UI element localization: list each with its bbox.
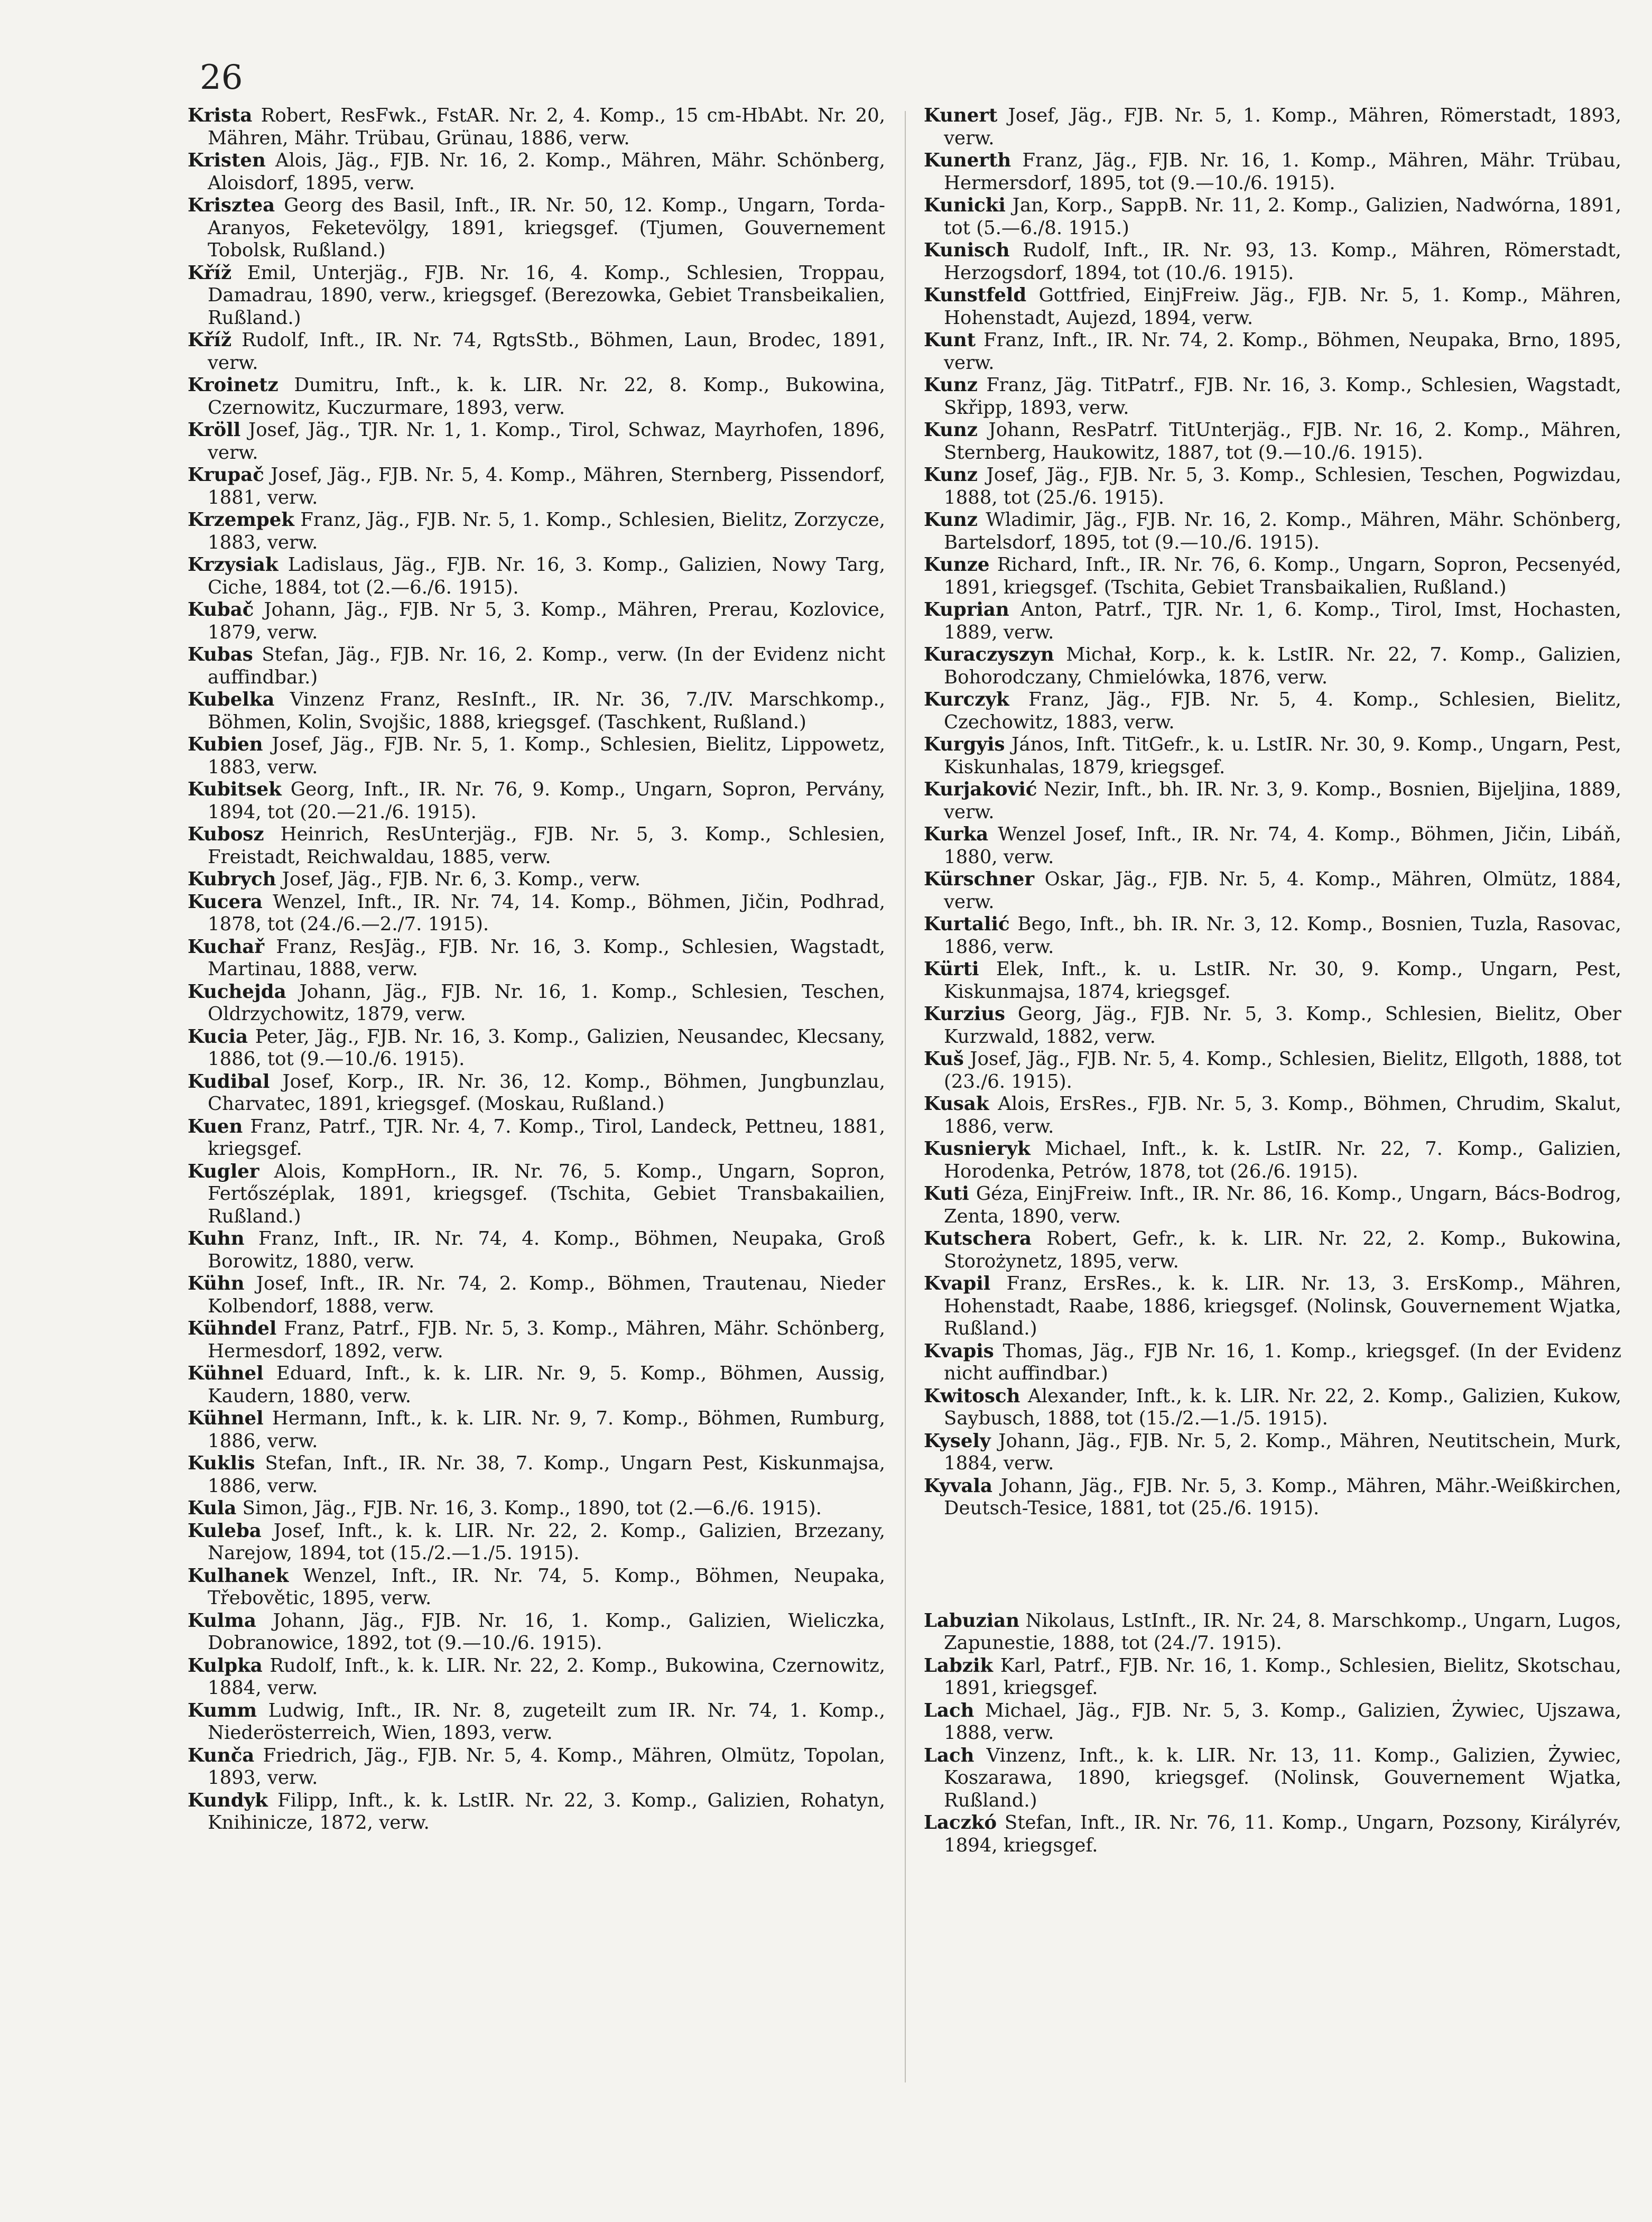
register-entry [188,195,885,262]
entry-details: Josef, Korp., IR. Nr. 36, 12. Komp., Böhmen, Jungbunzlau, Charvatec, 1891, kriegsgef. (Moskau, Rußland.) [208,1070,885,1115]
entry-surname: Kubelka [188,689,275,710]
entry-surname: Kunerth [924,150,1011,171]
entry-surname: Krupač [188,464,264,486]
entry-surname: Kunča [188,1744,255,1766]
entry-details: Johann, Jäg., FJB. Nr. 16, 1. Komp., Galizien, Wieliczka, Dobranowice, 1892, tot (9.—10./6. 1915). [208,1609,885,1654]
entry-surname: Kundyk [188,1789,268,1811]
entry-surname: Kubas [188,644,253,665]
entry-details: Karl, Patrf., FJB. Nr. 16, 1. Komp., Schlesien, Bielitz, Skotschau, 1891, kriegsgef. [944,1654,1621,1699]
entry-surname: Kysely [924,1430,991,1452]
register-entry [924,195,1621,239]
register-entry [924,823,1621,868]
right-column [924,105,1621,1857]
entry-surname: Kühnel [188,1363,264,1384]
entry-details: Alois, Jäg., FJB. Nr. 16, 2. Komp., Mähren, Mähr. Schönberg, Aloisdorf, 1895, verw. [208,150,885,194]
entry-details: Thomas, Jäg., FJB Nr. 16, 1. Komp., kriegsgef. (In der Evidenz nicht auffindbar.) [944,1340,1621,1384]
entry-details: Wenzel Josef, Inft., IR. Nr. 74, 4. Komp., Böhmen, Jičin, Libáň, 1880, verw. [944,823,1621,868]
entry-details: Bego, Inft., bh. IR. Nr. 3, 12. Komp., Bosnien, Tuzla, Rasovac, 1886, verw. [944,913,1621,958]
entry-details: Johann, Jäg., FJB. Nr 5, 3. Komp., Mähren, Prerau, Kozlovice, 1879, verw. [208,599,885,643]
entry-details: Josef, Inft., k. k. LIR. Nr. 22, 2. Komp., Galizien, Brzezany, Narejow, 1894, tot (15./2.—1./5. 1915). [208,1520,885,1564]
entry-surname: Kunz [924,509,978,531]
entry-details: Peter, Jäg., FJB. Nr. 16, 3. Komp., Galizien, Neusandec, Klecsany, 1886, tot (9.—10./6. 1915). [208,1025,885,1070]
section-gap [924,1520,1621,1610]
entry-surname: Krisztea [188,195,275,216]
register-entry [924,419,1621,464]
register-entry [188,150,885,195]
register-entry [924,599,1621,644]
register-entry [188,734,885,779]
register-entry [188,1161,885,1228]
entry-surname: Kwitosch [924,1385,1020,1407]
entry-surname: Kunicki [924,195,1006,216]
entry-surname: Labzik [924,1654,994,1677]
register-entry [924,1273,1621,1340]
entry-surname: Kubien [188,734,263,755]
entry-details: Franz, ErsRes., k. k. LIR. Nr. 13, 3. ErsKomp., Mähren, Hohenstadt, Raabe, 1886, kriegsgef. (Nolinsk, Gouvernement Wjatka, Rußland.) [944,1273,1621,1339]
entry-details: Rudolf, Inft., k. k. LIR. Nr. 22, 2. Komp., Bukowina, Czernowitz, 1884, verw. [208,1654,885,1699]
entry-details: Stefan, Jäg., FJB. Nr. 16, 2. Komp., verw. (In der Evidenz nicht auffindbar.) [208,644,885,688]
register-entry [924,1812,1621,1857]
entry-details: Hermann, Inft., k. k. LIR. Nr. 9, 7. Komp., Böhmen, Rumburg, 1886, verw. [208,1408,885,1452]
register-entry [188,1610,885,1655]
entry-surname: Kuraczyszyn [924,644,1054,665]
entry-details: Filipp, Inft., k. k. LstIR. Nr. 22, 3. Komp., Galizien, Rohatyn, Knihinicze, 1872, verw. [208,1789,885,1834]
entry-details: Alois, ErsRes., FJB. Nr. 5, 3. Komp., Böhmen, Chrudim, Skalut, 1886, verw. [944,1093,1621,1137]
entry-details: Johann, Jäg., FJB. Nr. 5, 2. Komp., Mähren, Neutitschein, Murk, 1884, verw. [944,1430,1621,1474]
entry-details: Josef, Jäg., FJB. Nr. 5, 1. Komp., Mähren, Römerstadt, 1893, verw. [944,105,1621,149]
entry-details: Wladimir, Jäg., FJB. Nr. 16, 2. Komp., Mähren, Mähr. Schönberg, Bartelsdorf, 1895, tot (9.—10./6. 1915). [944,509,1621,553]
entry-surname: Kuti [924,1183,969,1205]
right-column-k-entries [924,105,1621,1520]
register-entry [188,1745,885,1790]
entry-details: Robert, Gefr., k. k. LIR. Nr. 22, 2. Komp., Bukowina, Storożynetz, 1895, verw. [944,1228,1621,1272]
entry-details: Josef, Inft., IR. Nr. 74, 2. Komp., Böhmen, Trautenau, Nieder Kolbendorf, 1888, verw. [208,1273,885,1317]
register-entry [188,1700,885,1745]
entry-details: Georg, Jäg., FJB. Nr. 5, 3. Komp., Schlesien, Bielitz, Ober Kurzwald, 1882, verw. [944,1003,1621,1048]
entry-details: Vinzenz Franz, ResInft., IR. Nr. 36, 7./IV. Marschkomp., Böhmen, Kolin, Svojšic, 1888, kriegsgef. (Taschkent, Rußland.) [208,689,885,733]
register-entry [924,1183,1621,1228]
entry-surname: Kuleba [188,1520,262,1542]
register-entry [188,1363,885,1408]
register-entry [188,1116,885,1161]
register-entry [188,981,885,1026]
register-entry [188,1318,885,1363]
entry-details: Nikolaus, LstInft., IR. Nr. 24, 8. Marschkomp., Ungarn, Lugos, Zapunestie, 1888, tot (24./7. 1915). [944,1609,1621,1654]
entry-details: Josef, Jäg., FJB. Nr. 5, 1. Komp., Schlesien, Bielitz, Lippowetz, 1883, verw. [208,734,885,778]
register-entry [924,1385,1621,1430]
entry-details: Simon, Jäg., FJB. Nr. 16, 3. Komp., 1890, tot (2.—6./6. 1915). [236,1497,822,1519]
entry-surname: Kurtalić [924,913,1010,935]
entry-surname: Kuš [924,1048,964,1070]
entry-surname: Kumm [188,1699,257,1721]
register-entry [188,262,885,330]
entry-details: Franz, Jäg., FJB. Nr. 5, 1. Komp., Schlesien, Bielitz, Zorzycze, 1883, verw. [208,509,885,553]
register-entry [924,1655,1621,1700]
entry-surname: Kuen [188,1115,243,1137]
register-entry [188,374,885,419]
register-entry [924,689,1621,734]
register-entry [188,1228,885,1273]
entry-surname: Kühndel [188,1318,277,1339]
register-entry [924,239,1621,284]
entry-surname: Kurgyis [924,734,1005,755]
entry-surname: Kubač [188,599,254,621]
entry-details: Heinrich, ResUnterjäg., FJB. Nr. 5, 3. Komp., Schlesien, Freistadt, Reichwaldau, 1885, verw. [208,823,885,868]
entry-surname: Kuklis [188,1452,255,1474]
entry-details: Eduard, Inft., k. k. LIR. Nr. 9, 5. Komp., Böhmen, Aussig, Kaudern, 1880, verw. [208,1363,885,1407]
entry-surname: Kroinetz [188,374,279,396]
entry-surname: Kugler [188,1160,259,1182]
register-entry [924,734,1621,779]
entry-surname: Kulpka [188,1654,263,1677]
column-divider [905,111,906,2082]
register-entry [924,329,1621,374]
register-entry [188,419,885,464]
register-entry [924,464,1621,509]
register-entry [188,868,885,891]
register-entry [924,1610,1621,1655]
entry-surname: Kuchejda [188,980,286,1003]
entry-surname: Kříž [188,262,232,284]
entry-details: Wenzel, Inft., IR. Nr. 74, 14. Komp., Böhmen, Jičin, Podhrad, 1878, tot (24./6.—2./7. 1915). [208,891,885,935]
entry-surname: Kubitsek [188,779,282,800]
entry-surname: Kulma [188,1609,256,1632]
register-entry [924,1700,1621,1745]
entry-details: Georg, Inft., IR. Nr. 76, 9. Komp., Ungarn, Sopron, Pervány, 1894, tot (20.—21./6. 1915). [208,779,885,823]
entry-details: Johann, Jäg., FJB. Nr. 5, 3. Komp., Mähren, Mähr.-Weißkirchen, Deutsch-Tesice, 1881, tot (25./6. 1915). [944,1475,1621,1519]
entry-surname: Kulhanek [188,1564,289,1587]
entry-surname: Kula [188,1497,237,1519]
register-entry [924,779,1621,823]
register-entry [188,1655,885,1700]
entry-details: Franz, ResJäg., FJB. Nr. 16, 3. Komp., Schlesien, Wagstadt, Martinau, 1888, verw. [208,936,885,980]
entry-surname: Kühnel [188,1408,264,1429]
entry-surname: Kunstfeld [924,284,1027,306]
entry-details: János, Inft. TitGefr., k. u. LstIR. Nr. 30, 9. Komp., Ungarn, Pest, Kiskunhalas, 1879, kriegsgef. [944,734,1621,778]
entry-details: Emil, Unterjäg., FJB. Nr. 16, 4. Komp., Schlesien, Troppau, Damadrau, 1890, verw., kriegsgef. (Berezowka, Gebiet Transbeikalien, Rußland.) [208,262,885,329]
register-entry [188,464,885,509]
entry-surname: Kristen [188,150,266,171]
register-entry [188,554,885,599]
register-entry [924,1430,1621,1475]
entry-details: Michał, Korp., k. k. LstIR. Nr. 22, 7. Komp., Galizien, Bohorodczany, Chmielówka, 1876, verw. [944,644,1621,688]
register-entry [188,1026,885,1071]
entry-surname: Kříž [188,329,232,351]
entry-details: Oskar, Jäg., FJB. Nr. 5, 4. Komp., Mähren, Olmütz, 1884, verw. [944,868,1621,913]
entry-surname: Kuhn [188,1228,245,1249]
entry-details: Richard, Inft., IR. Nr. 76, 6. Komp., Ungarn, Sopron, Pecsenyéd, 1891, kriegsgef. (Tschita, Gebiet Transbaikalien, Rußland.) [944,554,1621,598]
entry-surname: Kunz [924,374,978,396]
entry-surname: Kucia [188,1025,248,1048]
register-entry [188,1408,885,1452]
entry-surname: Kurka [924,823,989,845]
entry-surname: Kunert [924,105,998,126]
register-entry [924,1745,1621,1812]
entry-surname: Kurjaković [924,779,1037,800]
entry-details: Franz, Inft., IR. Nr. 74, 4. Komp., Böhmen, Neupaka, Groß Borowitz, 1880, verw. [208,1228,885,1272]
register-entry [188,689,885,734]
register-entry [188,1452,885,1497]
page-number: 26 [200,58,243,97]
entry-surname: Kürti [924,958,979,980]
entry-surname: Kurzius [924,1003,1006,1025]
register-entry [188,1497,885,1520]
entry-surname: Kürschner [924,868,1035,890]
entry-details: Josef, Jäg., FJB. Nr. 5, 4. Komp., Mähren, Sternberg, Pissendorf, 1881, verw. [208,464,885,508]
entry-details: Franz, Jäg., FJB. Nr. 5, 4. Komp., Schlesien, Bielitz, Czechowitz, 1883, verw. [944,689,1621,733]
entry-details: Franz, Jäg., FJB. Nr. 16, 1. Komp., Mähren, Mähr. Trübau, Hermersdorf, 1895, tot (9.—10./6. 1915). [944,150,1621,194]
entry-surname: Krista [188,105,253,126]
register-entry [924,644,1621,689]
entry-surname: Kubosz [188,823,264,845]
register-entry [188,1071,885,1116]
entry-details: Ladislaus, Jäg., FJB. Nr. 16, 3. Komp., Galizien, Nowy Targ, Ciche, 1884, tot (2.—6./6. 1915). [208,554,885,598]
entry-details: Nezir, Inft., bh. IR. Nr. 3, 9. Komp., Bosnien, Bijeljina, 1889, verw. [944,779,1621,823]
entry-details: Franz, Patrf., TJR. Nr. 4, 7. Komp., Tirol, Landeck, Pettneu, 1881, kriegsgef. [208,1115,885,1160]
register-entry [188,329,885,374]
entry-surname: Kubrych [188,868,276,890]
register-entry [924,958,1621,1003]
register-entry [924,374,1621,419]
register-entry [188,891,885,936]
entry-surname: Krzempek [188,509,294,531]
entry-details: Josef, Jäg., FJB. Nr. 5, 3. Komp., Schlesien, Teschen, Pogwizdau, 1888, tot (25./6. 1915). [944,464,1621,508]
register-entry [924,1138,1621,1183]
entry-details: Michael, Inft., k. k. LstIR. Nr. 22, 7. Komp., Galizien, Horodenka, Petrów, 1878, tot (26./6. 1915). [944,1138,1621,1182]
entry-surname: Kyvala [924,1475,993,1497]
register-entry [188,599,885,644]
entry-surname: Kühn [188,1273,245,1294]
register-entry [188,1273,885,1318]
entry-surname: Kusak [924,1093,989,1115]
entry-details: Ludwig, Inft., IR. Nr. 8, zugeteilt zum IR. Nr. 74, 1. Komp., Niederösterreich, Wien, 1893, verw. [208,1699,885,1744]
register-entry [924,913,1621,958]
entry-surname: Kunt [924,329,976,351]
entry-details: Stefan, Inft., IR. Nr. 38, 7. Komp., Ungarn Pest, Kiskunmajsa, 1886, verw. [208,1452,885,1497]
register-entry [188,105,885,150]
register-entry [924,868,1621,913]
entry-details: Gottfried, EinjFreiw. Jäg., FJB. Nr. 5, 1. Komp., Mähren, Hohenstadt, Aujezd, 1894, verw. [944,284,1621,329]
entry-details: Alexander, Inft., k. k. LIR. Nr. 22, 2. Komp., Galizien, Kukow, Saybusch, 1888, tot (15./2.—1./5. 1915). [944,1385,1621,1429]
entry-details: Rudolf, Inft., IR. Nr. 74, RgtsStb., Böhmen, Laun, Brodec, 1891, verw. [208,329,885,374]
entry-details: Georg des Basil, Inft., IR. Nr. 50, 12. Komp., Ungarn, Torda-Aranyos, Feketevölgy, 1891, kriegsgef. (Tjumen, Gouvernement Tobolsk, Rußland.) [208,195,885,261]
entry-surname: Labuzian [924,1609,1020,1632]
entry-surname: Krzysiak [188,554,279,576]
register-entry [924,105,1621,150]
entry-details: Johann, ResPatrf. TitUnterjäg., FJB. Nr. 16, 2. Komp., Mähren, Sternberg, Haukowitz, 1887, tot (9.—10./6. 1915). [944,419,1621,464]
entry-details: Dumitru, Inft., k. k. LIR. Nr. 22, 8. Komp., Bukowina, Czernowitz, Kuczurmare, 1893, verw. [208,374,885,419]
entry-details: Josef, Jäg., FJB. Nr. 5, 4. Komp., Schlesien, Bielitz, Ellgoth, 1888, tot (23./6. 1915). [944,1048,1621,1093]
entry-details: Alois, KompHorn., IR. Nr. 76, 5. Komp., Ungarn, Sopron, Fertőszéplak, 1891, kriegsgef. (Tschita, Gebiet Transbakailien, Rußland.) [208,1160,885,1227]
entry-details: Rudolf, Inft., IR. Nr. 93, 13. Komp., Mähren, Römerstadt, Herzogsdorf, 1894, tot (10./6. 1915). [944,239,1621,284]
register-entry [924,1048,1621,1093]
entry-surname: Kurczyk [924,689,1009,710]
entry-surname: Kutschera [924,1228,1032,1249]
entry-details: Johann, Jäg., FJB. Nr. 16, 1. Komp., Schlesien, Teschen, Oldrzychowitz, 1879, verw. [208,980,885,1025]
entry-surname: Kuprian [924,599,1009,621]
register-entry [924,509,1621,554]
register-entry [924,150,1621,195]
register-entry [924,1475,1621,1520]
entry-surname: Kunze [924,554,990,576]
register-entry [924,1093,1621,1138]
register-entry [188,509,885,554]
entry-details: Friedrich, Jäg., FJB. Nr. 5, 4. Komp., Mähren, Olmütz, Topolan, 1893, verw. [208,1744,885,1789]
register-entry [924,554,1621,599]
entry-surname: Kröll [188,419,241,441]
entry-surname: Kunisch [924,239,1010,261]
register-entry [188,1565,885,1610]
entry-surname: Kusnieryk [924,1138,1031,1160]
entry-surname: Laczkó [924,1812,997,1834]
entry-surname: Kvapis [924,1340,994,1362]
register-entry [924,1228,1621,1273]
entry-surname: Kunz [924,419,978,441]
left-column [188,105,885,1835]
entry-details: Vinzenz, Inft., k. k. LIR. Nr. 13, 11. Komp., Galizien, Żywiec, Koszarawa, 1890, kriegsgef. (Nolinsk, Gouvernement Wjatka, Rußland.) [944,1744,1621,1811]
right-column-l-entries [924,1610,1621,1857]
entry-details: Stefan, Inft., IR. Nr. 76, 11. Komp., Ungarn, Pozsony, Királyrév, 1894, kriegsgef. [944,1812,1621,1856]
entry-surname: Lach [924,1744,975,1766]
register-entry [924,284,1621,329]
entry-details: Franz, Jäg. TitPatrf., FJB. Nr. 16, 3. Komp., Schlesien, Wagstadt, Skřipp, 1893, verw. [944,374,1621,419]
entry-details: Wenzel, Inft., IR. Nr. 74, 5. Komp., Böhmen, Neupaka, Třebovětic, 1895, verw. [208,1564,885,1609]
register-entry [924,1003,1621,1048]
entry-details: Michael, Jäg., FJB. Nr. 5, 3. Komp., Galizien, Żywiec, Ujszawa, 1888, verw. [944,1699,1621,1744]
entry-surname: Lach [924,1699,975,1721]
entry-details: Anton, Patrf., TJR. Nr. 1, 6. Komp., Tirol, Imst, Hochasten, 1889, verw. [944,599,1621,643]
entry-details: Géza, EinjFreiw. Inft., IR. Nr. 86, 16. Komp., Ungarn, Bács-Bodrog, Zenta, 1890, verw. [944,1183,1621,1227]
register-entry [188,1790,885,1835]
register-entry [188,644,885,689]
register-entry [188,1520,885,1565]
entry-surname: Kvapil [924,1273,991,1294]
entry-details: Elek, Inft., k. u. LstIR. Nr. 30, 9. Komp., Ungarn, Pest, Kiskunmajsa, 1874, kriegsgef. [944,958,1621,1003]
entry-details: Josef, Jäg., TJR. Nr. 1, 1. Komp., Tirol, Schwaz, Mayrhofen, 1896, verw. [208,419,885,464]
entry-details: Franz, Inft., IR. Nr. 74, 2. Komp., Böhmen, Neupaka, Brno, 1895, verw. [944,329,1621,374]
entry-surname: Kuchař [188,936,265,958]
entry-details: Jan, Korp., SappB. Nr. 11, 2. Komp., Galizien, Nadwórna, 1891, tot (5.—6./8. 1915.) [944,195,1621,239]
entry-details: Josef, Jäg., FJB. Nr. 6, 3. Komp., verw. [276,868,641,890]
register-entry [924,1340,1621,1385]
entry-details: Franz, Patrf., FJB. Nr. 5, 3. Komp., Mähren, Mähr. Schönberg, Hermesdorf, 1892, verw. [208,1318,885,1362]
entry-surname: Kudibal [188,1070,270,1093]
register-entry [188,823,885,868]
entry-surname: Kunz [924,464,978,486]
entry-details: Robert, ResFwk., FstAR. Nr. 2, 4. Komp., 15 cm-HbAbt. Nr. 20, Mähren, Mähr. Trübau, Grünau, 1886, verw. [208,105,885,149]
register-entry [188,936,885,981]
register-entry [188,779,885,823]
entry-surname: Kucera [188,891,263,913]
